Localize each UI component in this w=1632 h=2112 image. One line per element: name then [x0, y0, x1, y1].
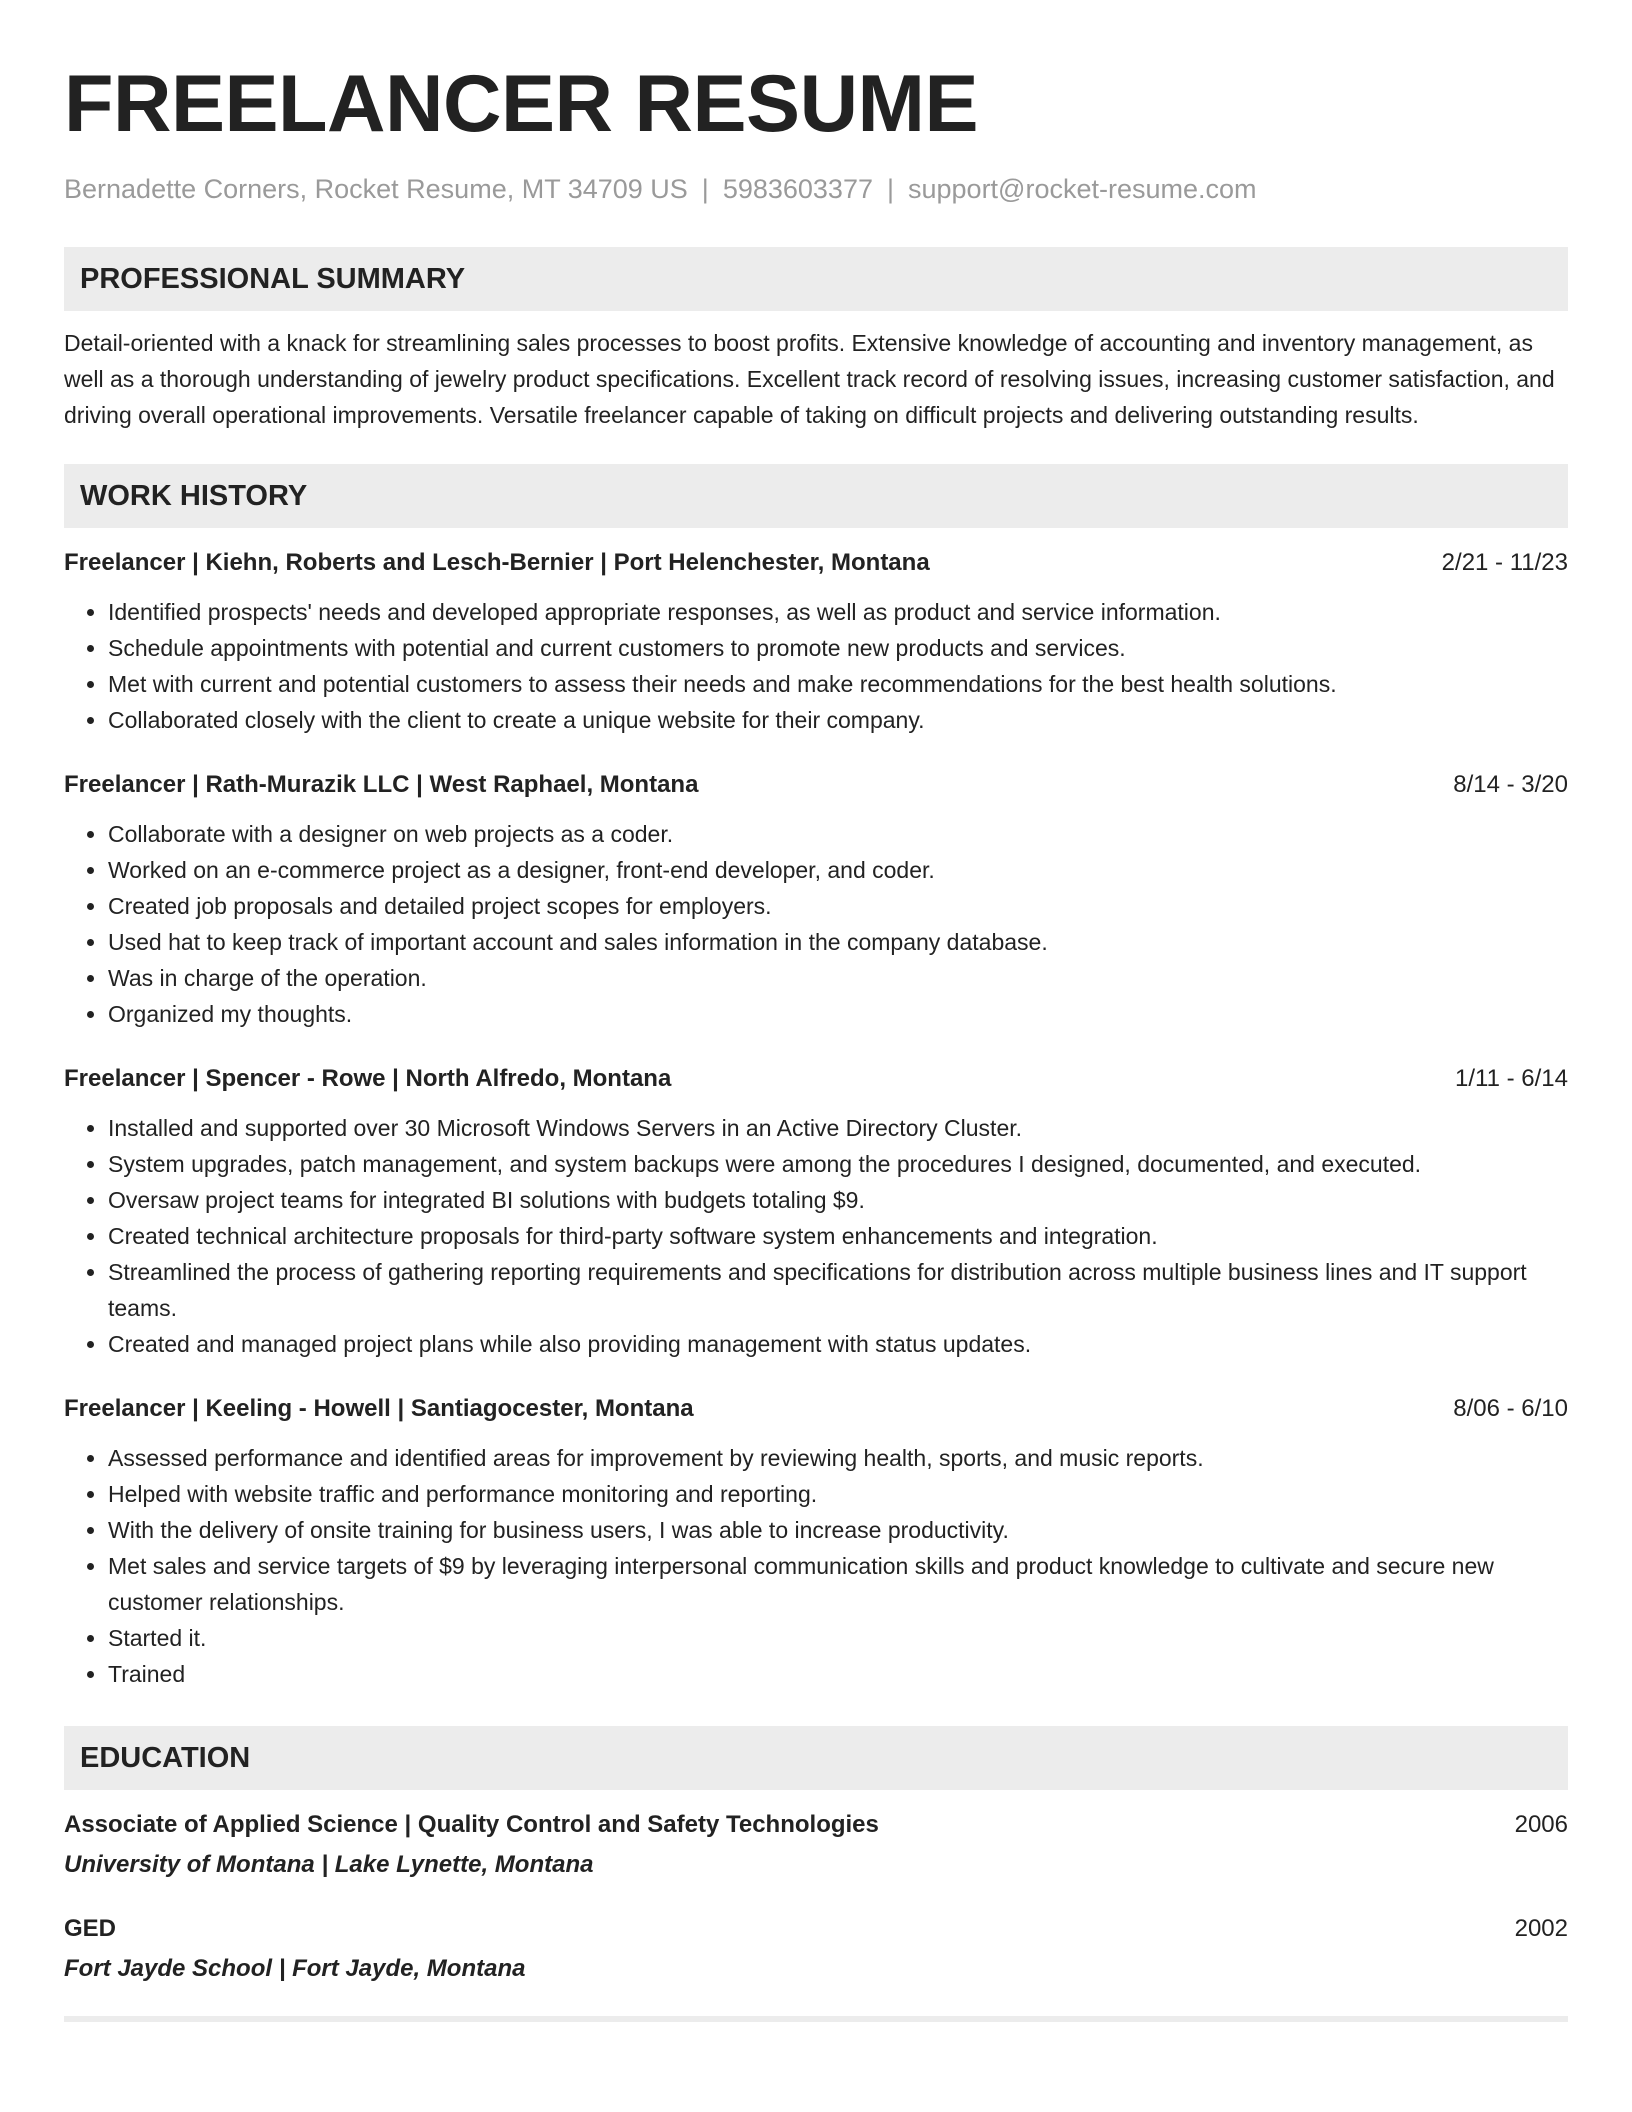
- education-degree: Associate of Applied Science | Quality Control and Safety Technologies: [64, 1811, 879, 1838]
- section-header-work-history: WORK HISTORY: [64, 464, 1568, 528]
- contact-phone: 5983603377: [722, 174, 873, 204]
- section-header-education: EDUCATION: [64, 1726, 1568, 1790]
- contact-separator: |: [701, 174, 709, 204]
- education-year: 2002: [1514, 1915, 1568, 1942]
- contact-separator: |: [886, 174, 894, 204]
- job-bullet: • Met with current and potential customers to assess their needs and make recommendations for the best health solutions.: [108, 666, 1568, 702]
- education-entry: [64, 1808, 1568, 1882]
- job-dates: 2/21 - 11/23: [1441, 549, 1568, 576]
- education-degree: GED: [64, 1915, 117, 1942]
- education-year: 2006: [1514, 1811, 1568, 1838]
- job-bullet: • Organized my thoughts.: [108, 996, 1568, 1032]
- education-school: University of Montana | Lake Lynette, Montana: [64, 1851, 594, 1878]
- job-bullet: • Identified prospects' needs and developed appropriate responses, as well as product and service information.: [108, 594, 1568, 630]
- job-bullets: [64, 1110, 1568, 1362]
- job-entry: [64, 1392, 1568, 1692]
- job-bullets: [64, 816, 1568, 1032]
- job-bullet: • System upgrades, patch management, and system backups were among the procedures I designed, documented, and executed.: [108, 1146, 1568, 1182]
- job-title: Freelancer | Rath-Murazik LLC | West Raphael, Montana: [64, 771, 699, 798]
- job-dates: 1/11 - 6/14: [1455, 1065, 1568, 1092]
- job-header: [64, 546, 1568, 580]
- job-entry: [64, 1062, 1568, 1362]
- job-bullet: • Created and managed project plans while also providing management with status updates.: [108, 1326, 1568, 1362]
- job-bullet: • Streamlined the process of gathering reporting requirements and specifications for distribution across multiple business lines and IT support teams.: [108, 1254, 1568, 1326]
- job-entry: [64, 546, 1568, 738]
- job-bullet: • Met sales and service targets of $9 by leveraging interpersonal communication skills and product knowledge to cultivate and secure new customer relationships.: [108, 1548, 1568, 1620]
- job-bullet: • With the delivery of onsite training for business users, I was able to increase productivity.: [108, 1512, 1568, 1548]
- resume-title: FREELANCER RESUME: [64, 59, 979, 149]
- job-bullet: • Collaborated closely with the client to create a unique website for their company.: [108, 702, 1568, 738]
- job-entry: [64, 768, 1568, 1032]
- job-header: [64, 1062, 1568, 1096]
- job-bullet: • Created job proposals and detailed project scopes for employers.: [108, 888, 1568, 924]
- contact-line: [64, 172, 1568, 206]
- contact-email: support@rocket-resume.com: [908, 174, 1257, 204]
- education-school: Fort Jayde School | Fort Jayde, Montana: [64, 1955, 526, 1982]
- job-bullet: • Trained: [108, 1656, 1568, 1692]
- job-title: Freelancer | Spencer - Rowe | North Alfredo, Montana: [64, 1065, 672, 1092]
- summary-text: Detail-oriented with a knack for streamlining sales processes to boost profits. Extensive knowledge of accounting and inventory management, as well as a thorough understanding of jewelry product specifications. Excellent track record of resolving issues, increasing customer satisfaction, and driving overall operational improvements. Versatile freelancer capable of taking on difficult projects and delivering outstanding results.: [64, 330, 1555, 428]
- job-title: Freelancer | Kiehn, Roberts and Lesch-Bernier | Port Helenchester, Montana: [64, 549, 930, 576]
- job-bullet: • Collaborate with a designer on web projects as a coder.: [108, 816, 1568, 852]
- section-header-summary: PROFESSIONAL SUMMARY: [64, 247, 1568, 311]
- job-bullet: • Schedule appointments with potential and current customers to promote new products and services.: [108, 630, 1568, 666]
- job-title: Freelancer | Keeling - Howell | Santiagocester, Montana: [64, 1395, 694, 1422]
- job-bullet: • Worked on an e-commerce project as a designer, front-end developer, and coder.: [108, 852, 1568, 888]
- education-entry: [64, 1912, 1568, 1986]
- job-header: [64, 1392, 1568, 1426]
- job-dates: 8/06 - 6/10: [1453, 1395, 1568, 1422]
- job-header: [64, 768, 1568, 802]
- section-divider: [64, 2016, 1568, 2022]
- resume-page: [64, 58, 1568, 2022]
- job-bullet: • Started it.: [108, 1620, 1568, 1656]
- job-bullet: • Used hat to keep track of important account and sales information in the company database.: [108, 924, 1568, 960]
- job-bullet: • Created technical architecture proposals for third-party software system enhancements and integration.: [108, 1218, 1568, 1254]
- job-bullet: • Assessed performance and identified areas for improvement by reviewing health, sports, and music reports.: [108, 1440, 1568, 1476]
- education-header: [64, 1808, 1568, 1842]
- job-bullet: • Helped with website traffic and performance monitoring and reporting.: [108, 1476, 1568, 1512]
- job-bullet: • Installed and supported over 30 Microsoft Windows Servers in an Active Directory Cluster.: [108, 1110, 1568, 1146]
- job-dates: 8/14 - 3/20: [1453, 771, 1568, 798]
- education-header: [64, 1912, 1568, 1946]
- contact-address: Bernadette Corners, Rocket Resume, MT 34709 US: [64, 174, 688, 204]
- job-bullets: [64, 1440, 1568, 1692]
- job-bullets: [64, 594, 1568, 738]
- job-bullet: • Was in charge of the operation.: [108, 960, 1568, 996]
- job-bullet: • Oversaw project teams for integrated BI solutions with budgets totaling $9.: [108, 1182, 1568, 1218]
